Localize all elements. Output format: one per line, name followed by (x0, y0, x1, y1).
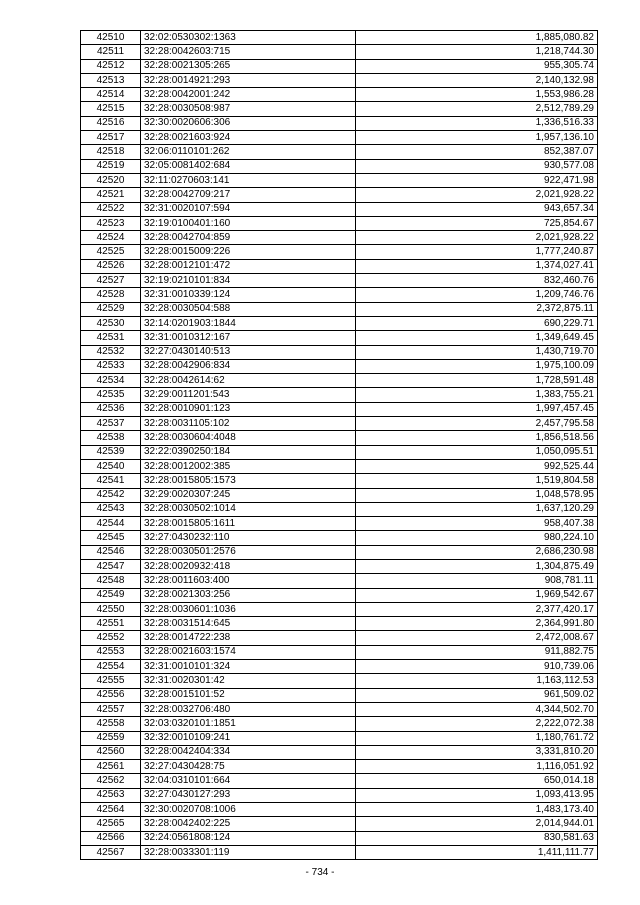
row-id-cell: 42519 (81, 159, 141, 173)
cadastral-number-cell: 32:32:0010109:241 (141, 731, 356, 745)
cadastral-number-cell: 32:28:0042603:715 (141, 45, 356, 59)
cadastral-number-cell: 32:28:0042404:334 (141, 745, 356, 759)
amount-cell: 1,637,120.29 (356, 502, 598, 516)
table-row (81, 631, 598, 645)
amount-cell: 2,372,875.11 (356, 302, 598, 316)
cadastral-number-cell: 32:27:0430140:513 (141, 345, 356, 359)
cadastral-number-cell: 32:29:0020307:245 (141, 488, 356, 502)
table-row (81, 674, 598, 688)
table-row (81, 545, 598, 559)
table-row (81, 45, 598, 59)
amount-cell: 2,457,795.58 (356, 417, 598, 431)
amount-cell: 992,525.44 (356, 459, 598, 473)
amount-cell: 2,472,008.67 (356, 631, 598, 645)
row-id-cell: 42566 (81, 831, 141, 845)
table-row (81, 102, 598, 116)
row-id-cell: 42528 (81, 288, 141, 302)
cadastral-number-cell: 32:28:0012101:472 (141, 259, 356, 273)
amount-cell: 1,997,457.45 (356, 402, 598, 416)
row-id-cell: 42562 (81, 774, 141, 788)
table-row (81, 417, 598, 431)
amount-cell: 1,048,578.95 (356, 488, 598, 502)
row-id-cell: 42565 (81, 817, 141, 831)
cadastral-number-cell: 32:29:0011201:543 (141, 388, 356, 402)
table-row (81, 588, 598, 602)
table-row (81, 302, 598, 316)
cadastral-number-cell: 32:28:0015805:1611 (141, 517, 356, 531)
amount-cell: 1,856,518.56 (356, 431, 598, 445)
cadastral-number-cell: 32:28:0030501:2576 (141, 545, 356, 559)
amount-cell: 2,512,789.29 (356, 102, 598, 116)
row-id-cell: 42564 (81, 803, 141, 817)
amount-cell: 3,331,810.20 (356, 745, 598, 759)
cadastral-number-cell: 32:31:0020301:42 (141, 674, 356, 688)
table-row (81, 488, 598, 502)
cadastral-number-cell: 32:31:0010312:167 (141, 331, 356, 345)
cadastral-number-cell: 32:28:0042001:242 (141, 88, 356, 102)
table-row (81, 316, 598, 330)
cadastral-number-cell: 32:28:0015101:52 (141, 688, 356, 702)
cadastral-number-cell: 32:31:0010339:124 (141, 288, 356, 302)
row-id-cell: 42533 (81, 359, 141, 373)
table-row (81, 803, 598, 817)
cadastral-number-cell: 32:28:0014722:238 (141, 631, 356, 645)
table-row (81, 31, 598, 45)
cadastral-number-cell: 32:28:0030601:1036 (141, 602, 356, 616)
amount-cell: 911,882.75 (356, 645, 598, 659)
table-row (81, 245, 598, 259)
row-id-cell: 42559 (81, 731, 141, 745)
amount-cell: 2,014,944.01 (356, 817, 598, 831)
cadastral-number-cell: 32:28:0030604:4048 (141, 431, 356, 445)
table-row (81, 159, 598, 173)
table-row (81, 445, 598, 459)
cadastral-number-cell: 32:30:0020708:1006 (141, 803, 356, 817)
cadastral-number-cell: 32:27:0430428:75 (141, 760, 356, 774)
row-id-cell: 42553 (81, 645, 141, 659)
amount-cell: 2,377,420.17 (356, 602, 598, 616)
cadastral-number-cell: 32:28:0042906:834 (141, 359, 356, 373)
table-row (81, 188, 598, 202)
table-row (81, 345, 598, 359)
amount-cell: 2,021,928.22 (356, 231, 598, 245)
table-row (81, 574, 598, 588)
row-id-cell: 42517 (81, 131, 141, 145)
cadastral-number-cell: 32:11:0270603:141 (141, 173, 356, 187)
cadastral-number-cell: 32:02:0530302:1363 (141, 31, 356, 45)
cadastral-number-cell: 32:31:0020107:594 (141, 202, 356, 216)
table-row (81, 145, 598, 159)
table-row (81, 702, 598, 716)
table-row (81, 374, 598, 388)
cadastral-number-cell: 32:28:0021603:924 (141, 131, 356, 145)
row-id-cell: 42555 (81, 674, 141, 688)
table-row (81, 116, 598, 130)
amount-cell: 1,116,051.92 (356, 760, 598, 774)
amount-cell: 961,509.02 (356, 688, 598, 702)
cadastral-number-cell: 32:28:0021603:1574 (141, 645, 356, 659)
row-id-cell: 42523 (81, 216, 141, 230)
row-id-cell: 42530 (81, 316, 141, 330)
row-id-cell: 42537 (81, 417, 141, 431)
row-id-cell: 42549 (81, 588, 141, 602)
cadastral-number-cell: 32:27:0430127:293 (141, 788, 356, 802)
cadastral-number-cell: 32:28:0030502:1014 (141, 502, 356, 516)
row-id-cell: 42561 (81, 760, 141, 774)
table-row (81, 359, 598, 373)
row-id-cell: 42526 (81, 259, 141, 273)
row-id-cell: 42521 (81, 188, 141, 202)
table-row (81, 817, 598, 831)
table-row (81, 645, 598, 659)
cadastral-number-cell: 32:28:0030508:987 (141, 102, 356, 116)
row-id-cell: 42545 (81, 531, 141, 545)
row-id-cell: 42535 (81, 388, 141, 402)
row-id-cell: 42522 (81, 202, 141, 216)
table-row (81, 288, 598, 302)
table-row (81, 731, 598, 745)
table-row (81, 474, 598, 488)
row-id-cell: 42552 (81, 631, 141, 645)
amount-cell: 955,305.74 (356, 59, 598, 73)
row-id-cell: 42547 (81, 559, 141, 573)
table-row (81, 216, 598, 230)
amount-cell: 690,229.71 (356, 316, 598, 330)
cadastral-number-cell: 32:28:0015009:226 (141, 245, 356, 259)
amount-cell: 1,957,136.10 (356, 131, 598, 145)
amount-cell: 852,387.07 (356, 145, 598, 159)
cadastral-number-cell: 32:28:0032706:480 (141, 702, 356, 716)
row-id-cell: 42534 (81, 374, 141, 388)
row-id-cell: 42546 (81, 545, 141, 559)
row-id-cell: 42542 (81, 488, 141, 502)
table-row (81, 760, 598, 774)
row-id-cell: 42544 (81, 517, 141, 531)
row-id-cell: 42515 (81, 102, 141, 116)
row-id-cell: 42563 (81, 788, 141, 802)
cadastral-number-cell: 32:05:0081402:684 (141, 159, 356, 173)
row-id-cell: 42510 (81, 31, 141, 45)
amount-cell: 980,224.10 (356, 531, 598, 545)
row-id-cell: 42540 (81, 459, 141, 473)
row-id-cell: 42531 (81, 331, 141, 345)
amount-cell: 1,336,516.33 (356, 116, 598, 130)
table-row (81, 517, 598, 531)
cadastral-number-cell: 32:28:0015805:1573 (141, 474, 356, 488)
table-row (81, 73, 598, 87)
cadastral-number-cell: 32:28:0021303:256 (141, 588, 356, 602)
cadastral-number-cell: 32:14:0201903:1844 (141, 316, 356, 330)
table-row (81, 259, 598, 273)
table-row (81, 173, 598, 187)
row-id-cell: 42511 (81, 45, 141, 59)
cadastral-number-cell: 32:31:0010101:324 (141, 660, 356, 674)
amount-cell: 908,781.11 (356, 574, 598, 588)
row-id-cell: 42538 (81, 431, 141, 445)
amount-cell: 832,460.76 (356, 274, 598, 288)
table-row (81, 831, 598, 845)
row-id-cell: 42512 (81, 59, 141, 73)
row-id-cell: 42524 (81, 231, 141, 245)
amount-cell: 725,854.67 (356, 216, 598, 230)
amount-cell: 1,304,875.49 (356, 559, 598, 573)
row-id-cell: 42518 (81, 145, 141, 159)
table-row (81, 388, 598, 402)
table-row (81, 88, 598, 102)
amount-cell: 1,519,804.58 (356, 474, 598, 488)
table-row (81, 402, 598, 416)
row-id-cell: 42536 (81, 402, 141, 416)
amount-cell: 943,657.34 (356, 202, 598, 216)
table-row (81, 660, 598, 674)
table-row (81, 774, 598, 788)
cadastral-number-cell: 32:06:0110101:262 (141, 145, 356, 159)
table-row (81, 231, 598, 245)
cadastral-number-cell: 32:28:0042709:217 (141, 188, 356, 202)
table-row (81, 131, 598, 145)
amount-cell: 1,728,591.48 (356, 374, 598, 388)
cadastral-number-cell: 32:28:0010901:123 (141, 402, 356, 416)
cadastral-number-cell: 32:28:0012002:385 (141, 459, 356, 473)
table-row (81, 688, 598, 702)
row-id-cell: 42551 (81, 617, 141, 631)
table-row (81, 274, 598, 288)
row-id-cell: 42525 (81, 245, 141, 259)
amount-cell: 830,581.63 (356, 831, 598, 845)
row-id-cell: 42558 (81, 717, 141, 731)
cadastral-number-cell: 32:28:0031105:102 (141, 417, 356, 431)
table-row (81, 788, 598, 802)
row-id-cell: 42532 (81, 345, 141, 359)
amount-cell: 1,430,719.70 (356, 345, 598, 359)
table-row (81, 602, 598, 616)
amount-cell: 1,383,755.21 (356, 388, 598, 402)
amount-cell: 1,483,173.40 (356, 803, 598, 817)
amount-cell: 4,344,502.70 (356, 702, 598, 716)
amount-cell: 1,411,111.77 (356, 845, 598, 859)
row-id-cell: 42543 (81, 502, 141, 516)
cadastral-number-cell: 32:22:0390250:184 (141, 445, 356, 459)
amount-cell: 1,209,746.76 (356, 288, 598, 302)
cadastral-number-cell: 32:19:0100401:160 (141, 216, 356, 230)
amount-cell: 958,407.38 (356, 517, 598, 531)
amount-cell: 1,349,649.45 (356, 331, 598, 345)
amount-cell: 2,021,928.22 (356, 188, 598, 202)
cadastral-number-cell: 32:28:0030504:588 (141, 302, 356, 316)
table-row (81, 59, 598, 73)
row-id-cell: 42527 (81, 274, 141, 288)
row-id-cell: 42541 (81, 474, 141, 488)
amount-cell: 1,777,240.87 (356, 245, 598, 259)
table-row (81, 845, 598, 859)
cadastral-number-cell: 32:28:0011603:400 (141, 574, 356, 588)
row-id-cell: 42567 (81, 845, 141, 859)
cadastral-number-cell: 32:03:0320101:1851 (141, 717, 356, 731)
cadastral-number-cell: 32:28:0033301:119 (141, 845, 356, 859)
table-row (81, 745, 598, 759)
table-row (81, 617, 598, 631)
cadastral-number-cell: 32:24:0561808:124 (141, 831, 356, 845)
amount-cell: 2,222,072.38 (356, 717, 598, 731)
amount-cell: 1,093,413.95 (356, 788, 598, 802)
table-row (81, 431, 598, 445)
cadastral-number-cell: 32:28:0042402:225 (141, 817, 356, 831)
cadastral-number-cell: 32:28:0020932:418 (141, 559, 356, 573)
table-row (81, 559, 598, 573)
ledger-table (80, 30, 598, 860)
row-id-cell: 42554 (81, 660, 141, 674)
row-id-cell: 42556 (81, 688, 141, 702)
amount-cell: 1,374,027.41 (356, 259, 598, 273)
amount-cell: 1,163,112.53 (356, 674, 598, 688)
row-id-cell: 42560 (81, 745, 141, 759)
row-id-cell: 42513 (81, 73, 141, 87)
cadastral-number-cell: 32:27:0430232:110 (141, 531, 356, 545)
cadastral-number-cell: 32:28:0042614:62 (141, 374, 356, 388)
cadastral-number-cell: 32:28:0042704:859 (141, 231, 356, 245)
amount-cell: 1,553,986.28 (356, 88, 598, 102)
table-row (81, 202, 598, 216)
row-id-cell: 42550 (81, 602, 141, 616)
cadastral-number-cell: 32:28:0014921:293 (141, 73, 356, 87)
table-row (81, 717, 598, 731)
amount-cell: 650,014.18 (356, 774, 598, 788)
amount-cell: 930,577.08 (356, 159, 598, 173)
table-row (81, 331, 598, 345)
ledger-table-body (81, 31, 598, 860)
row-id-cell: 42548 (81, 574, 141, 588)
table-row (81, 531, 598, 545)
amount-cell: 2,140,132.98 (356, 73, 598, 87)
amount-cell: 1,969,542.67 (356, 588, 598, 602)
cadastral-number-cell: 32:04:0310101:664 (141, 774, 356, 788)
cadastral-number-cell: 32:19:0210101:834 (141, 274, 356, 288)
amount-cell: 910,739.06 (356, 660, 598, 674)
row-id-cell: 42514 (81, 88, 141, 102)
row-id-cell: 42557 (81, 702, 141, 716)
page-number: - 734 - (305, 867, 335, 878)
amount-cell: 1,975,100.09 (356, 359, 598, 373)
table-row (81, 502, 598, 516)
amount-cell: 1,218,744.30 (356, 45, 598, 59)
row-id-cell: 42529 (81, 302, 141, 316)
table-row (81, 459, 598, 473)
amount-cell: 2,686,230.98 (356, 545, 598, 559)
row-id-cell: 42539 (81, 445, 141, 459)
amount-cell: 1,180,761.72 (356, 731, 598, 745)
row-id-cell: 42520 (81, 173, 141, 187)
amount-cell: 2,364,991.80 (356, 617, 598, 631)
amount-cell: 922,471.98 (356, 173, 598, 187)
amount-cell: 1,885,080.82 (356, 31, 598, 45)
cadastral-number-cell: 32:28:0031514:645 (141, 617, 356, 631)
cadastral-number-cell: 32:30:0020606:306 (141, 116, 356, 130)
row-id-cell: 42516 (81, 116, 141, 130)
cadastral-number-cell: 32:28:0021305:265 (141, 59, 356, 73)
amount-cell: 1,050,095.51 (356, 445, 598, 459)
